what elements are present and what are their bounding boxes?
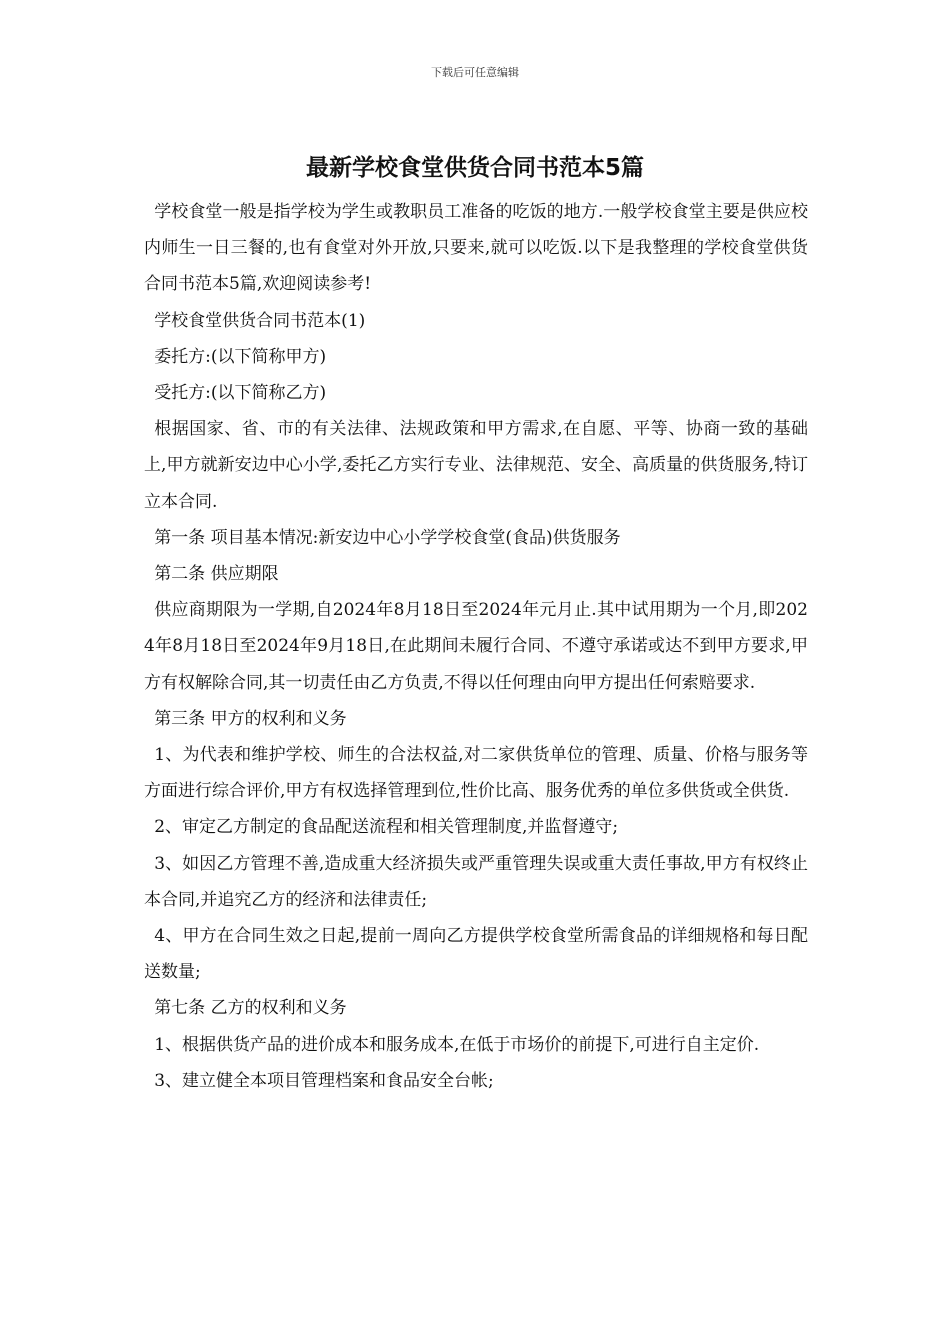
document-body	[144, 194, 808, 1099]
paragraph-article-3-item-1: 1、为代表和维护学校、师生的合法权益,对二家供货单位的管理、质量、价格与服务等方面进行综合评价,甲方有权选择管理到位,性价比高、服务优秀的单位多供货或全供货.	[144, 745, 808, 802]
paragraph-preamble: 根据国家、省、市的有关法律、法规政策和甲方需求,在自愿、平等、协商一致的基础上,甲方就新安边中心小学,委托乙方实行专业、法律规范、安全、高质量的供货服务,特订立本合同.	[144, 419, 808, 512]
paragraph-article-2-body: 供应商期限为一学期,自2024年8月18日至2024年元月止.其中试用期为一个月,即2024年8月18日至2024年9月18日,在此期间未履行合同、不遵守承诺或达不到甲方要求,甲方有权解除合同,其一切责任由乙方负责,不得以任何理由向甲方提出任何索赔要求.	[144, 600, 808, 693]
paragraph-article-3-item-2: 2、审定乙方制定的食品配送流程和相关管理制度,并监督遵守;	[154, 817, 619, 838]
paragraph-article-7-item-1: 1、根据供货产品的进价成本和服务成本,在低于市场价的前提下,可进行自主定价.	[154, 1034, 760, 1055]
page-header-note: 下载后可任意编辑	[431, 66, 519, 79]
paragraph-article-3-item-3: 3、如因乙方管理不善,造成重大经济损失或严重管理失误或重大责任事故,甲方有权终止本合同,并追究乙方的经济和法律责任;	[144, 853, 808, 910]
paragraph-article-7-item-3: 3、建立健全本项目管理档案和食品安全台帐;	[154, 1070, 494, 1091]
paragraph-article-7-heading: 第七条 乙方的权利和义务	[154, 998, 347, 1019]
document-title: 最新学校食堂供货合同书范本5篇	[305, 155, 644, 181]
paragraph-party-b: 受托方:(以下简称乙方)	[154, 383, 327, 404]
paragraph-article-2-heading: 第二条 供应期限	[154, 564, 279, 585]
paragraph-party-a: 委托方:(以下简称甲方)	[154, 346, 327, 367]
paragraph-article-3-heading: 第三条 甲方的权利和义务	[154, 708, 347, 729]
paragraph-contract-heading: 学校食堂供货合同书范本(1)	[154, 310, 366, 331]
paragraph-article-1: 第一条 项目基本情况:新安边中心小学学校食堂(食品)供货服务	[154, 527, 621, 548]
paragraph-article-3-item-4: 4、甲方在合同生效之日起,提前一周向乙方提供学校食堂所需食品的详细规格和每日配送数量;	[144, 926, 808, 983]
paragraph-intro: 学校食堂一般是指学校为学生或教职员工准备的吃饭的地方.一般学校食堂主要是供应校内师生一日三餐的,也有食堂对外开放,只要来,就可以吃饭.以下是我整理的学校食堂供货合同书范本5篇,欢迎阅读参考!	[144, 202, 808, 295]
